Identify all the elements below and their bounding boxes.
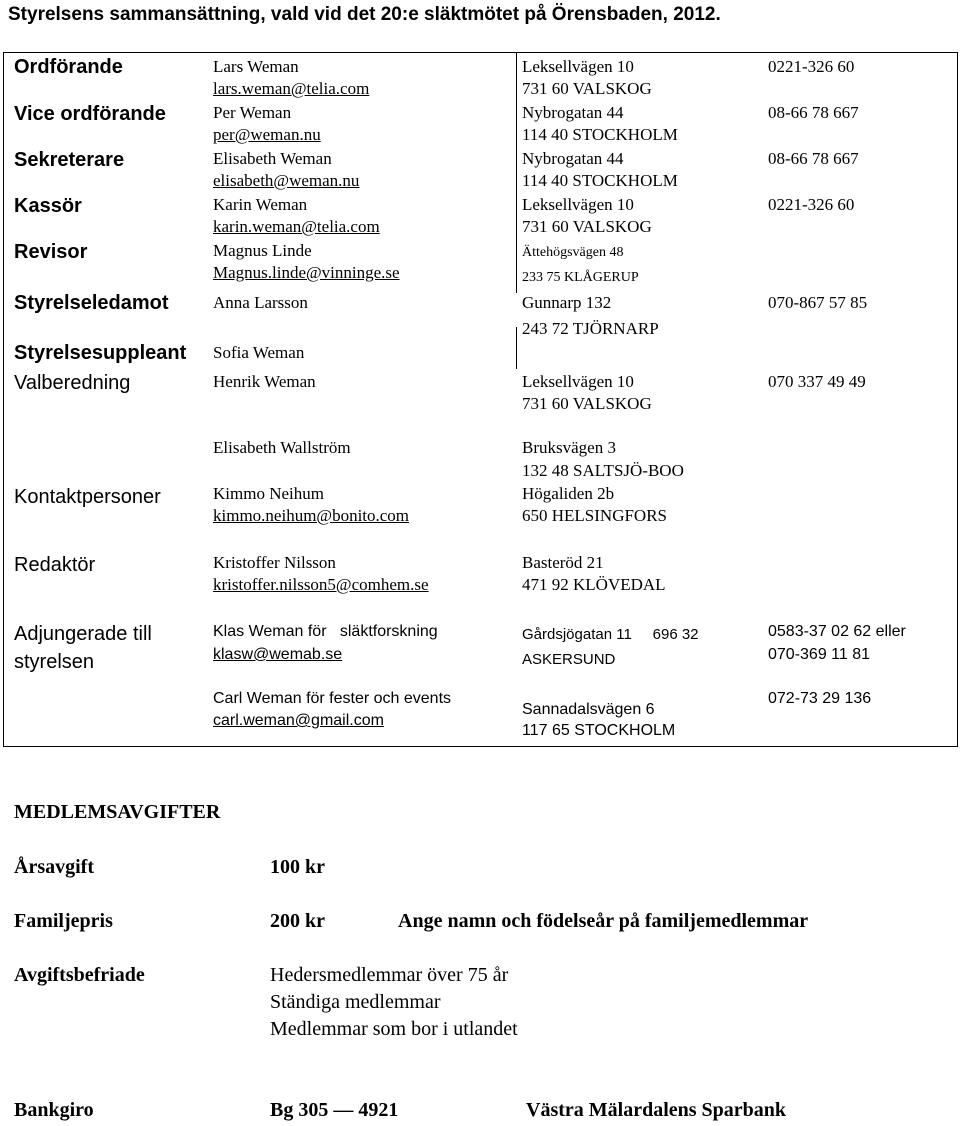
street-kassor: Leksellvägen 10 xyxy=(522,195,634,214)
postal-valberedning-1: 731 60 VALSKOG xyxy=(522,394,652,413)
email-kassor[interactable]: karin.weman@telia.com xyxy=(213,217,380,236)
phone-adjungerade-1b: 070-369 11 81 xyxy=(768,646,871,663)
name-suppleant: Sofia Weman xyxy=(213,343,305,362)
phone-kassor: 0221-326 60 xyxy=(768,195,855,214)
phone-valberedning-1: 070 337 49 49 xyxy=(768,372,866,391)
name-adjungerade-1: Klas Weman för släktforskning xyxy=(213,623,438,640)
befriade-item-3: Medlemmar som bor i utlandet xyxy=(270,1018,518,1040)
postal-adjungerade-2: 117 65 STOCKHOLM xyxy=(522,722,676,739)
email-ordforande[interactable]: lars.weman@telia.com xyxy=(213,79,370,98)
familj-note: Ange namn och födelseår på familjemedlemmar xyxy=(398,910,809,932)
street-ordforande: Leksellvägen 10 xyxy=(522,57,634,76)
arsavgift-label: Årsavgift xyxy=(14,856,94,878)
name-valberedning-1: Henrik Weman xyxy=(213,372,316,391)
fees-title: MEDLEMSAVGIFTER xyxy=(14,801,221,823)
email-kontakt[interactable]: kimmo.neihum@bonito.com xyxy=(213,506,410,525)
name-sekreterare: Elisabeth Weman xyxy=(213,149,332,168)
postal-kontakt: 650 HELSINGFORS xyxy=(522,506,667,525)
email-adjungerade-2[interactable]: carl.weman@gmail.com xyxy=(213,712,384,729)
street-adjungerade-1: Gårdsjögatan 11 696 32 xyxy=(522,626,699,643)
role-suppleant: Styrelsesuppleant xyxy=(14,342,187,364)
street-redaktor: Basteröd 21 xyxy=(522,553,604,572)
phone-adjungerade-1a: 0583-37 02 62 eller xyxy=(768,623,906,640)
role-kontakt: Kontaktpersoner xyxy=(14,486,161,508)
befriade-label: Avgiftsbefriade xyxy=(14,964,145,986)
role-sekreterare: Sekreterare xyxy=(14,149,125,171)
postal-adjungerade-1: ASKERSUND xyxy=(522,651,616,668)
email-vice[interactable]: per@weman.nu xyxy=(213,125,321,144)
role-vice: Vice ordförande xyxy=(14,103,166,125)
postal-ordforande: 731 60 VALSKOG xyxy=(522,79,652,98)
role-valberedning: Valberedning xyxy=(14,372,131,394)
street-ledamot: Gunnarp 132 xyxy=(522,293,612,312)
role-adjungerade-1: Adjungerade till xyxy=(14,623,152,645)
phone-sekreterare: 08-66 78 667 xyxy=(768,149,859,168)
role-ordforande: Ordförande xyxy=(14,56,123,78)
phone-ledamot: 070-867 57 85 xyxy=(768,293,868,312)
role-redaktor: Redaktör xyxy=(14,554,96,576)
email-redaktor[interactable]: kristoffer.nilsson5@comhem.se xyxy=(213,575,429,594)
bankgiro-number: Bg 305 — 4921 xyxy=(270,1099,399,1121)
befriade-item-2: Ständiga medlemmar xyxy=(270,991,441,1013)
phone-adjungerade-2: 072-73 29 136 xyxy=(768,690,872,707)
street-vice: Nybrogatan 44 xyxy=(522,103,624,122)
postal-valberedning-2: 132 48 SALTSJÖ-BOO xyxy=(522,461,684,480)
email-revisor[interactable]: Magnus.linde@vinninge.se xyxy=(213,263,400,282)
bankgiro-label: Bankgiro xyxy=(14,1099,94,1121)
role-kassor: Kassör xyxy=(14,195,82,217)
name-vice: Per Weman xyxy=(213,103,292,122)
name-ledamot: Anna Larsson xyxy=(213,293,308,312)
street-revisor: Ättehögsvägen 48 xyxy=(522,245,624,260)
postal-ledamot: 243 72 TJÖRNARP xyxy=(522,319,659,338)
page-heading: Styrelsens sammansättning, vald vid det 20:e släktmötet på Örensbaden, 2012. xyxy=(8,4,721,25)
name-adjungerade-2: Carl Weman för fester och events xyxy=(213,690,452,707)
arsavgift-value: 100 kr xyxy=(270,856,325,878)
familj-value: 200 kr xyxy=(270,910,325,932)
street-kontakt: Högaliden 2b xyxy=(522,484,615,503)
role-ledamot: Styrelseledamot xyxy=(14,292,169,314)
phone-vice: 08-66 78 667 xyxy=(768,103,859,122)
street-valberedning-1: Leksellvägen 10 xyxy=(522,372,634,391)
name-revisor: Magnus Linde xyxy=(213,241,312,260)
postal-redaktor: 471 92 KLÖVEDAL xyxy=(522,575,666,594)
name-valberedning-2: Elisabeth Wallström xyxy=(213,438,351,457)
name-kassor: Karin Weman xyxy=(213,195,308,214)
postal-vice: 114 40 STOCKHOLM xyxy=(522,125,678,144)
befriade-item-1: Hedersmedlemmar över 75 år xyxy=(270,964,509,986)
bank-name: Västra Mälardalens Sparbank xyxy=(526,1099,787,1121)
email-sekreterare[interactable]: elisabeth@weman.nu xyxy=(213,171,360,190)
email-adjungerade-1[interactable]: klasw@wemab.se xyxy=(213,646,343,663)
street-adjungerade-2: Sannadalsvägen 6 xyxy=(522,701,655,718)
name-redaktor: Kristoffer Nilsson xyxy=(213,553,336,572)
name-kontakt: Kimmo Neihum xyxy=(213,484,324,503)
role-adjungerade-2: styrelsen xyxy=(14,651,95,673)
street-valberedning-2: Bruksvägen 3 xyxy=(522,438,616,457)
name-ordforande: Lars Weman xyxy=(213,57,299,76)
role-revisor: Revisor xyxy=(14,241,88,263)
familj-label: Familjepris xyxy=(14,910,113,932)
postal-sekreterare: 114 40 STOCKHOLM xyxy=(522,171,678,190)
street-sekreterare: Nybrogatan 44 xyxy=(522,149,624,168)
postal-kassor: 731 60 VALSKOG xyxy=(522,217,652,236)
phone-ordforande: 0221-326 60 xyxy=(768,57,855,76)
postal-revisor: 233 75 KLÅGERUP xyxy=(522,270,639,285)
